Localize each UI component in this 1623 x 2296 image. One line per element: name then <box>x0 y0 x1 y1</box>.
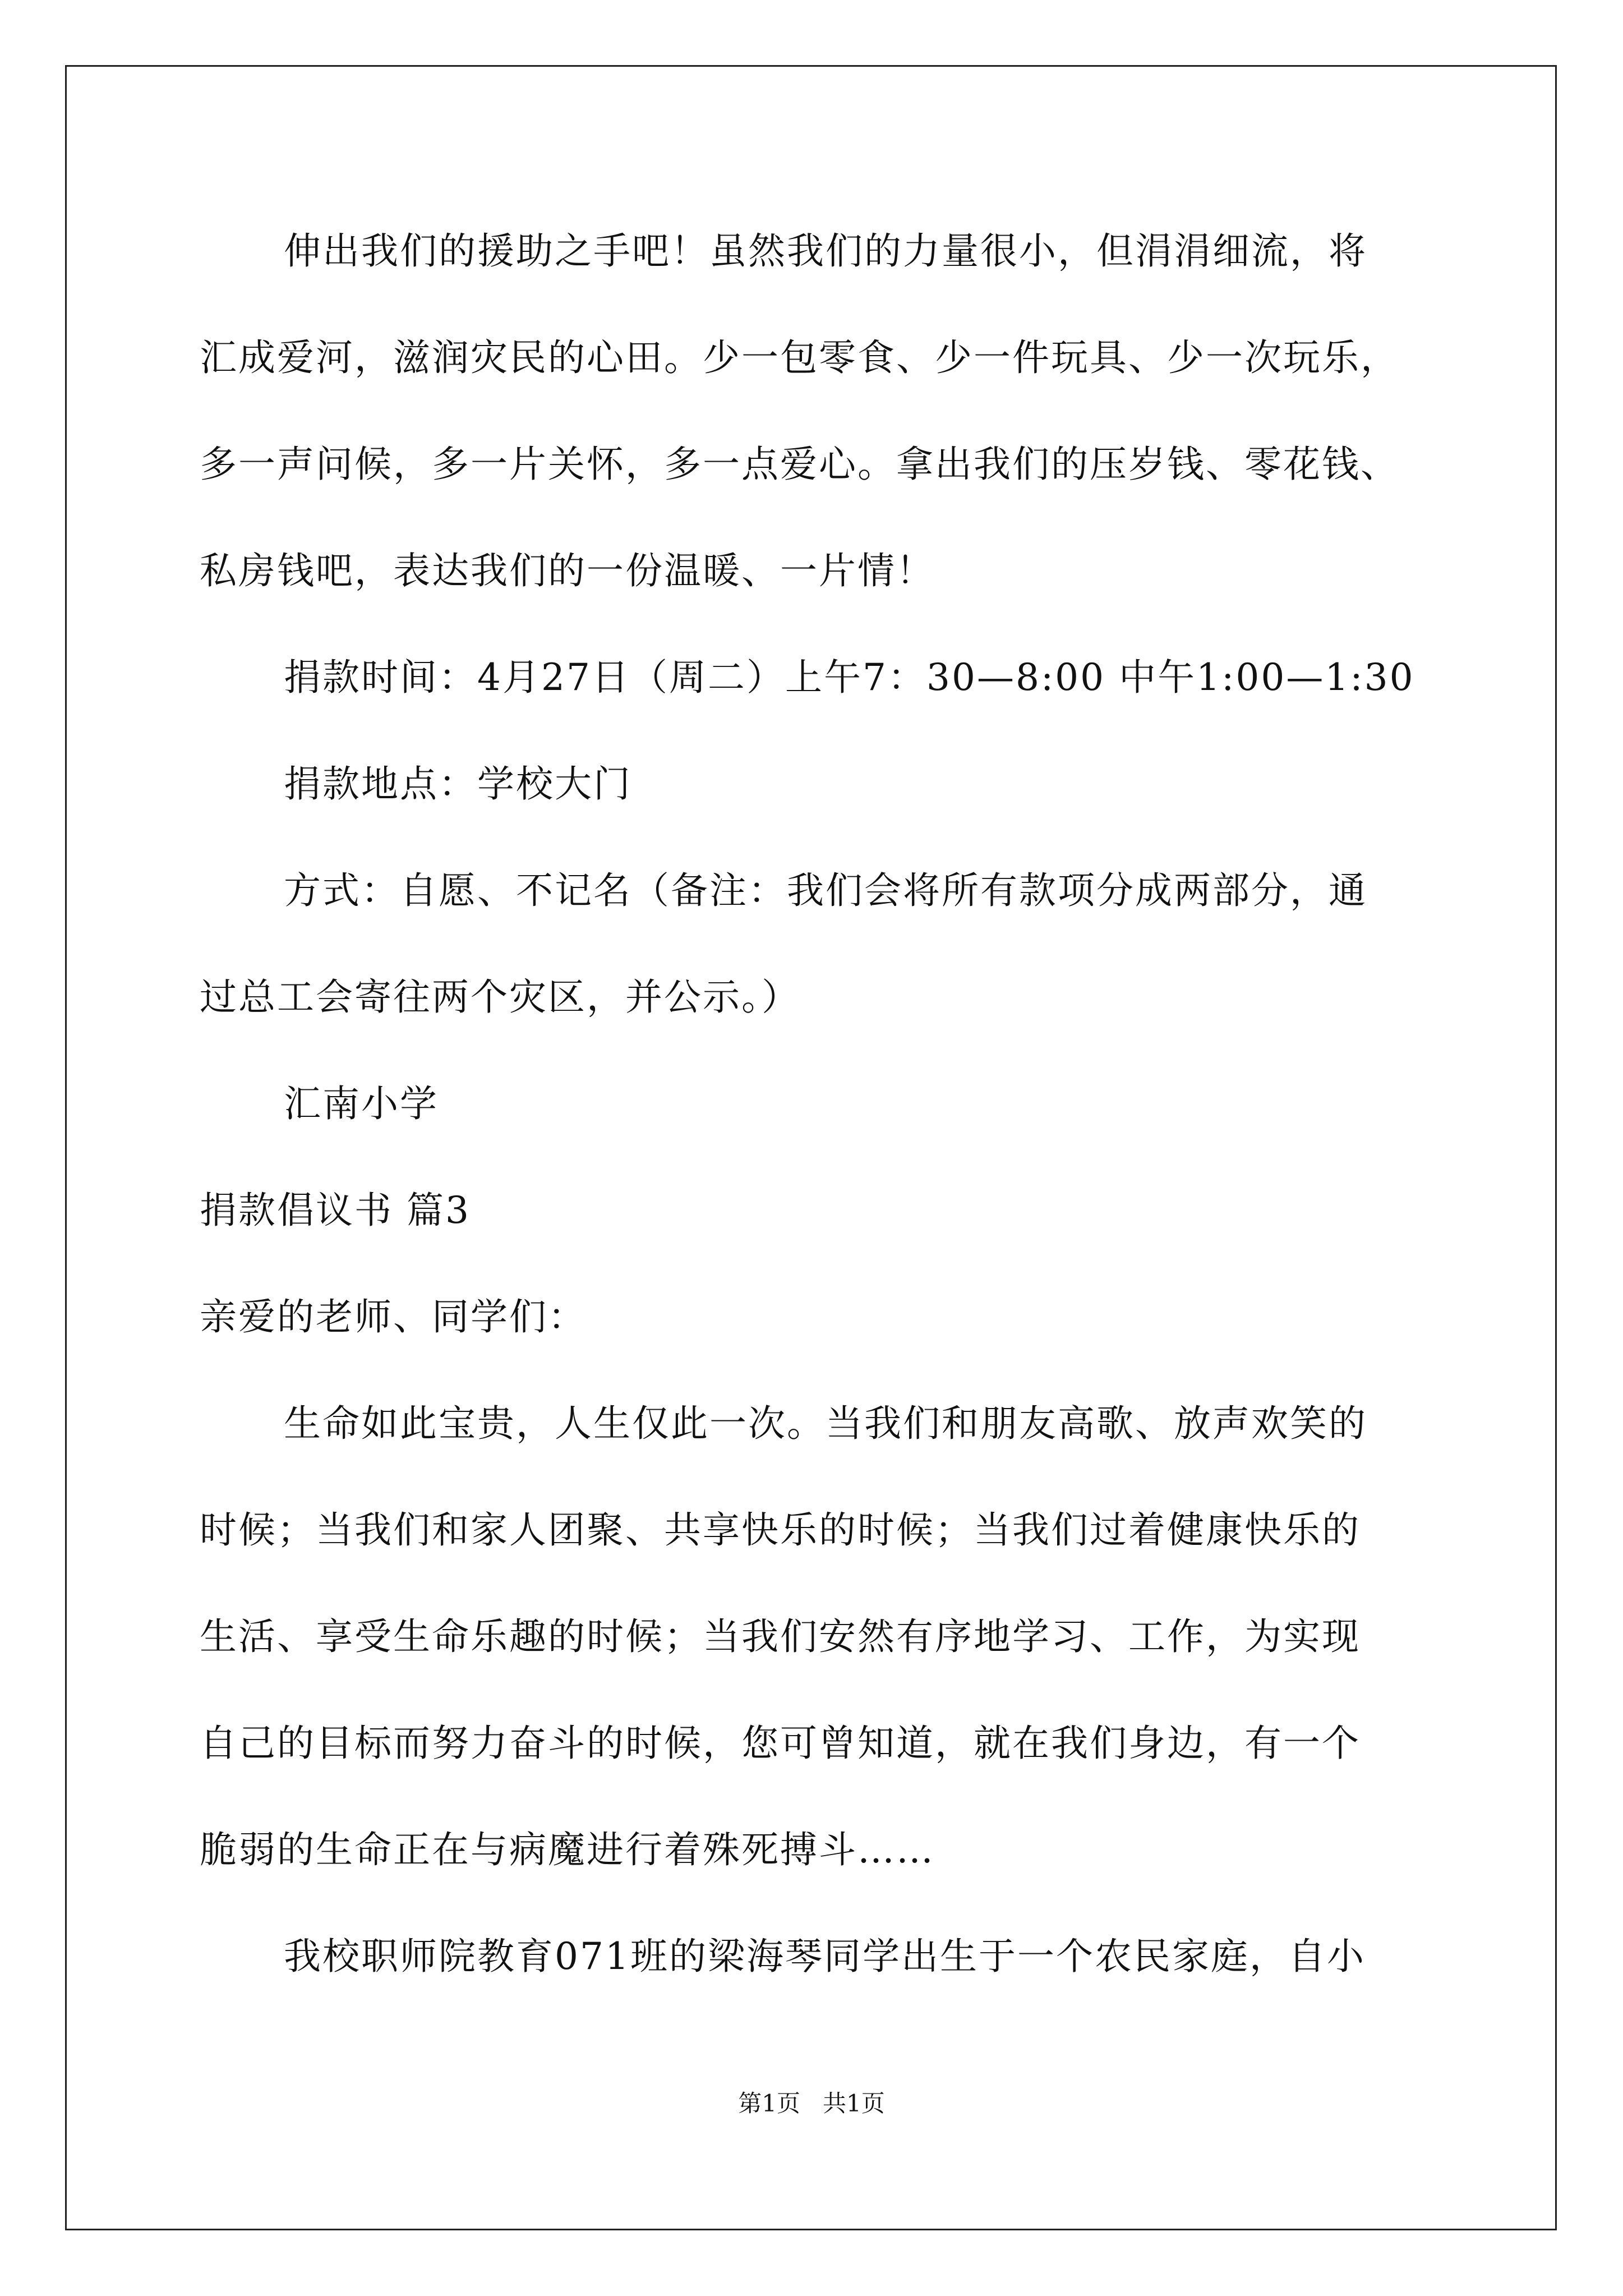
paragraph-line: 时候；当我们和家人团聚、共享快乐的时候；当我们过着健康快乐的 <box>200 1508 1361 1552</box>
paragraph-line: 汇成爱河，滋润灾民的心田。少一包零食、少一件玩具、少一次玩乐， <box>200 336 1399 379</box>
page-border <box>65 65 1557 2230</box>
donation-method: 方式：自愿、不记名（备注：我们会将所有款项分成两部分，通 <box>284 869 1367 912</box>
section-heading: 捐款倡议书 篇3 <box>200 1189 471 1232</box>
donation-location: 捐款地点：学校大门 <box>284 762 632 806</box>
donation-time: 捐款时间：4月27日（周二）上午7：30—8:00 中午1:00—1:30 <box>284 656 1415 699</box>
paragraph-line: 脆弱的生命正在与病魔进行着殊死搏斗…… <box>200 1828 935 1871</box>
salutation: 亲爱的老师、同学们： <box>200 1295 587 1338</box>
paragraph-line: 我校职师院教育071班的梁海琴同学出生于一个农民家庭，自小 <box>284 1935 1366 1978</box>
paragraph-line: 多一声问候，多一片关怀，多一点爱心。拿出我们的压岁钱、零花钱、 <box>200 443 1399 486</box>
paragraph-line: 私房钱吧，表达我们的一份温暖、一片情！ <box>200 549 935 592</box>
paragraph-line: 生命如此宝贵，人生仅此一次。当我们和朋友高歌、放声欢笑的 <box>284 1402 1367 1445</box>
page-footer: 第1页 共1页 <box>738 2090 885 2117</box>
paragraph-line: 过总工会寄往两个灾区，并公示。） <box>200 976 800 1019</box>
paragraph-line: 生活、享受生命乐趣的时候；当我们安然有序地学习、工作，为实现 <box>200 1615 1361 1658</box>
paragraph-line: 伸出我们的援助之手吧！虽然我们的力量很小，但涓涓细流，将 <box>284 229 1367 273</box>
paragraph-line: 自己的目标而努力奋斗的时候，您可曾知道，就在我们身边，有一个 <box>200 1722 1361 1765</box>
signature: 汇南小学 <box>284 1082 439 1125</box>
